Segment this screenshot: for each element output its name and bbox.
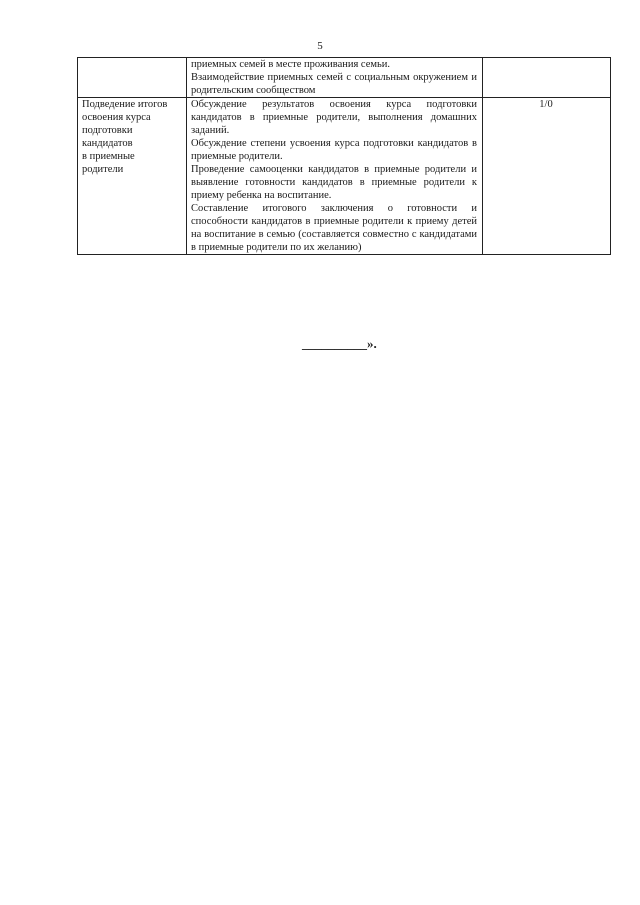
topic-line: Подведение итогов: [82, 99, 168, 110]
content-paragraph: Проведение самооценки кандидатов в приемные родители и выявление готовности кандидатов в приемные родители к приему ребенка на воспитание.: [191, 164, 477, 201]
content-paragraph: Составление итогового заключения о готовности и способности кандидатов в приемные родители к приему детей на воспитание в семью (составляется совместно с кандидатами в приемные родители по их желанию): [191, 203, 477, 253]
topic-line: кандидатов: [82, 138, 133, 149]
topic-cell: [78, 98, 187, 255]
page-number: 5: [317, 40, 323, 52]
hours-cell: [483, 58, 611, 98]
content-paragraph: приемных семей в месте проживания семьи.: [191, 59, 391, 70]
table-row: [78, 58, 611, 98]
content-cell: [187, 58, 483, 98]
table-row: [78, 98, 611, 255]
content-paragraph: Взаимодействие приемных семей с социальным окружением и родительским сообществом: [191, 72, 477, 96]
hours-cell: 1/0: [483, 98, 611, 255]
topic-line: в приемные: [82, 151, 135, 162]
program-table: [77, 57, 611, 255]
topic-line: подготовки: [82, 125, 133, 136]
topic-line: родители: [82, 164, 124, 175]
topic-cell: [78, 58, 187, 98]
topic-line: освоения курса: [82, 112, 151, 123]
closing-mark: __________».: [302, 336, 377, 351]
content-paragraph: Обсуждение степени усвоения курса подготовки кандидатов в приемные родители.: [191, 138, 477, 162]
content-paragraph: Обсуждение результатов освоения курса подготовки кандидатов в приемные родители, выполнения домашних заданий.: [191, 99, 477, 136]
content-cell: [187, 98, 483, 255]
